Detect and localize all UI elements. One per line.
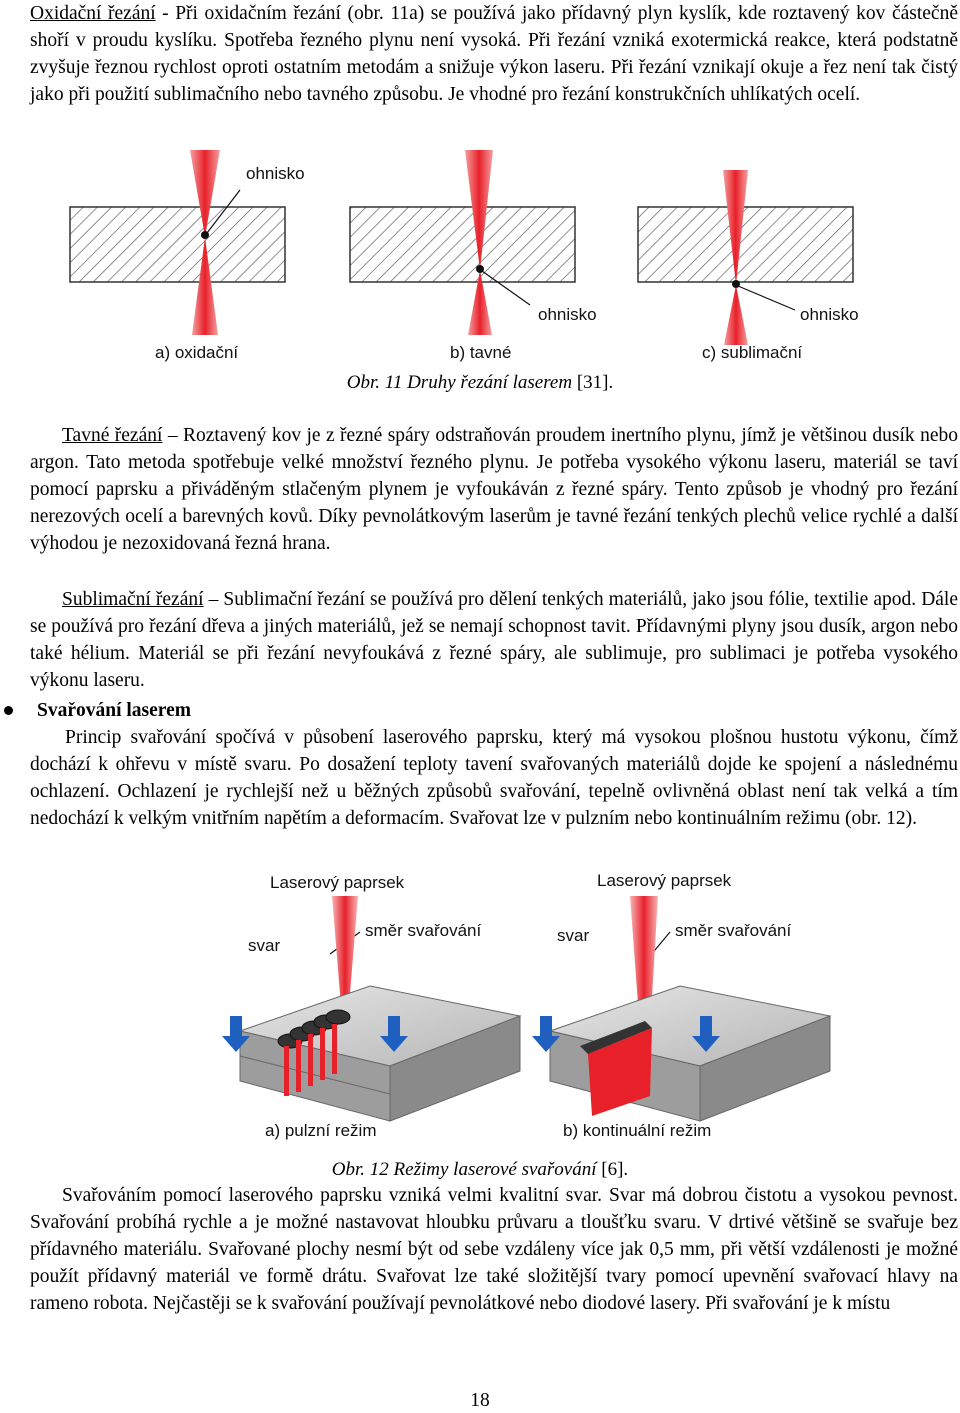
panel-sublimacni (638, 170, 859, 362)
panel-tavne (350, 150, 597, 362)
figure-12-caption (0, 1158, 960, 1182)
figure-11-caption-text: Obr. 11 Druhy řezání laserem (346, 372, 573, 393)
figure-11-cutting-types (60, 145, 900, 370)
figure-11-caption (0, 371, 960, 395)
paragraph-svarovani: Princip svařování spočívá v působení laserového paprsku, který má vysokou plošnou hustotu výkonu, čímž dochází k ohřevu v místě svaru. Po dosažení teploty tavení svařovaných materiálů dojde ke spojení a následnému ochlazení. Ochlazení je rychlejší než u běžných způsobů svařování, tepelně ovlivněná oblast není tak velká a tím nedochází k velkým vnitřním napětím a deformacím. Svařovat lze v pulzním nebo kontinuálním režimu (obr. 12). (30, 727, 958, 829)
page-number: 18 (470, 1390, 490, 1411)
label-oxidacni: a) oxidační (155, 343, 239, 362)
panel-pulzni (222, 873, 520, 1140)
term-oxidacni: Oxidační řezání (30, 3, 156, 24)
label-smer-a: směr svařování (365, 921, 482, 940)
text-sublimacni: – Sublimační řezání se používá pro dělení tenkých materiálů, jako jsou fólie, textilie apod. Dále se používá pro řezání dřeva a jiných materiálů, jež se nemají schopnost tavit. Přídavnými plyny jsou dusík, argon nebo také hélium. Materiál se při řezání nevyfoukává z řezné spáry, ale sublimuje, pro sublimaci je potřeba vysokého výkonu laseru. (30, 589, 958, 691)
focus-pointer-c (738, 286, 795, 310)
label-smer-b: směr svařování (675, 921, 792, 940)
term-tavne: Tavné řezání (62, 425, 163, 446)
figure-12-caption-text: Obr. 12 Režimy laserové svařování (331, 1159, 597, 1180)
workpiece-c (638, 207, 853, 282)
panel-kontinualni (532, 871, 830, 1140)
label-svar-a: svar (248, 936, 281, 955)
label-svar-b: svar (557, 926, 590, 945)
label-tavne: b) tavné (450, 343, 512, 362)
heading-svarovani-laserem: Svařování laserem (37, 700, 192, 721)
label-pulzni: a) pulzní režim (265, 1121, 377, 1140)
paragraph-tavne (30, 422, 958, 557)
paragraph-final: Svařováním pomocí laserového paprsku vzniká velmi kvalitní svar. Svar má dobrou čistotu a vysokou pevnost. Svařování probíhá rychle a je možné nastavovat hloubku průvaru a tloušťku svaru. V drtivé většině se svařuje bez přídavného materiálu. Svařované plochy nesmí být od sebe vzdáleny více jak 0,5 mm, při větší vzdálenosti je možné použít přídavný materiál ve formě drátu. Svařovat lze také složitější tvary pomocí upevnění svařovací hlavy na rameno robota. Nejčastěji se k svařování používají pevnolátkové nebo diodové lasery. Při svařování je k místu (30, 1185, 958, 1314)
term-sublimacni: Sublimační řezání (62, 589, 204, 610)
workpiece-a (70, 207, 285, 282)
figure-11-caption-ref: [31]. (572, 372, 614, 393)
label-ohnisko-b: ohnisko (538, 305, 597, 324)
workpiece-b (350, 207, 575, 282)
label-paprsek-b: Laserový paprsek (597, 871, 732, 890)
figure-12-caption-ref: [6]. (596, 1159, 629, 1180)
paragraph-sublimacni (30, 586, 958, 694)
label-kontinualni: b) kontinuální režim (563, 1121, 712, 1140)
bullet-icon (4, 706, 13, 715)
laser-beam-c-bottom (724, 285, 748, 345)
paragraph-oxidacni (30, 0, 958, 108)
label-ohnisko-a: ohnisko (246, 164, 305, 183)
label-paprsek-a: Laserový paprsek (270, 873, 405, 892)
text-tavne: – Roztavený kov je z řezné spáry odstraňován proudem inertního plynu, jímž je většinou dusík nebo argon. Tato metoda spotřebuje velké množství řezného plynu. Je potřeba vysokého výkonu laseru, materiál se taví pomocí paprsku a přiváděným stlačeným plynem je vyfoukáván z řezné spáry. Tento způsob je vhodný pro řezání nerezových ocelí a barevných kovů. Díky pevnolátkovým laserům je tavné řezání tenkých plechů velice rychlé a další výhodou je nezoxidovaná řezná hrana. (30, 425, 958, 554)
text-oxidacni: - Při oxidačním řezání (obr. 11a) se používá jako přídavný plyn kyslík, kde roztavený kov částečně shoří v proudu kyslíku. Spotřeba řezného plynu není vysoká. Při řezání vzniká exotermická reakce, která podstatně zvyšuje řeznou rychlost oproti ostatním metodám a snižuje výkon laseru. Při řezání vznikají okuje a řez není tak čistý jako při použití sublimačního nebo tavného způsobu. Je vhodné pro řezání konstrukčních uhlíkatých ocelí. (30, 3, 958, 105)
figure-12-welding-modes (220, 866, 840, 1151)
label-sublimacni: c) sublimační (702, 343, 803, 362)
label-ohnisko-c: ohnisko (800, 305, 859, 324)
panel-oxidacni (70, 150, 305, 362)
